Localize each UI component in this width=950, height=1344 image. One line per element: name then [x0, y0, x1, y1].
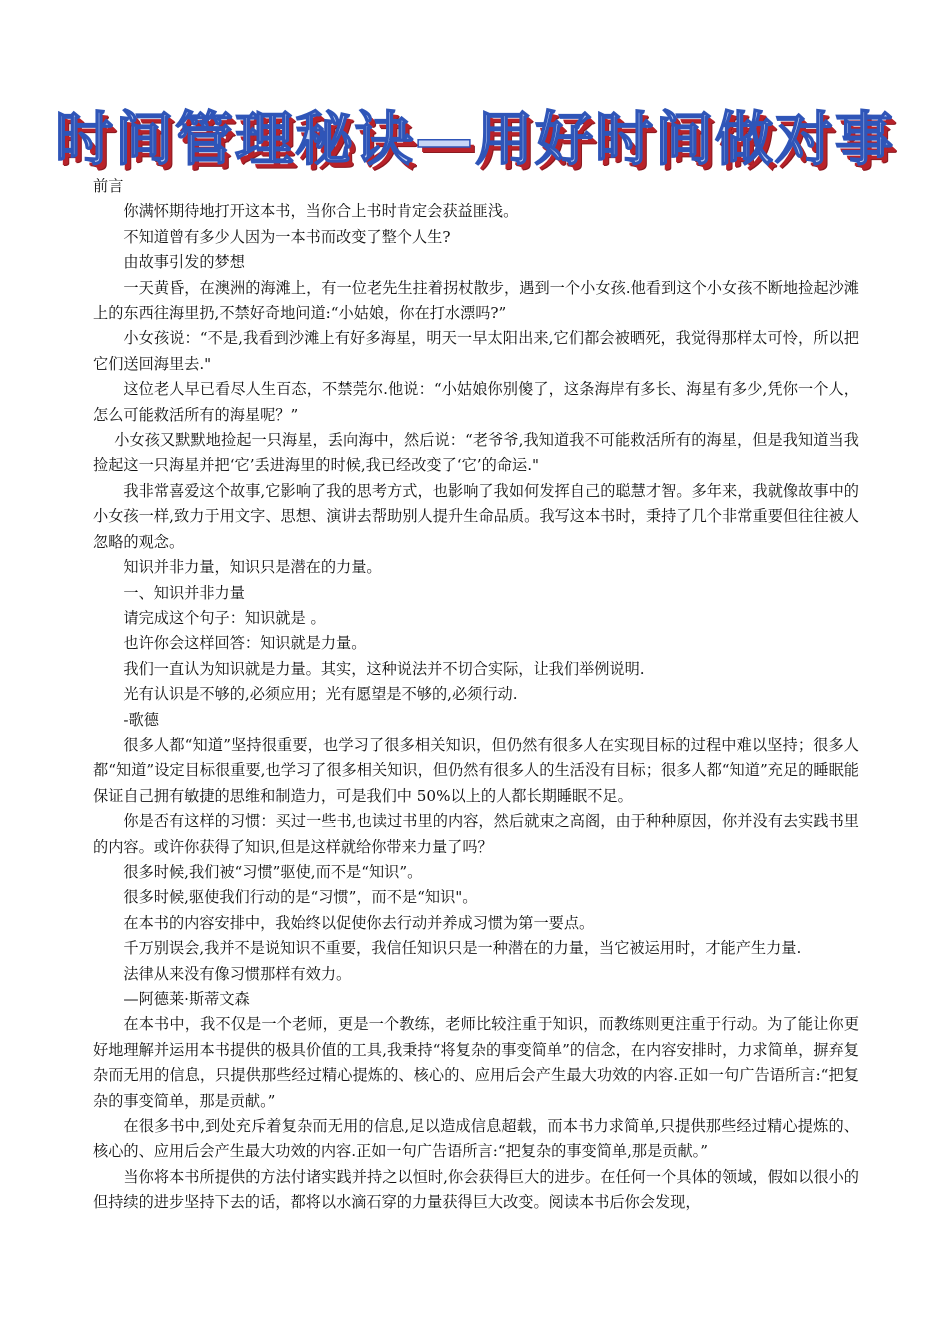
paragraph: 在本书中，我不仅是一个老师，更是一个教练，老师比较注重于知识，而教练则更注重于行动。为了能让你更好地理解并运用本书提供的极具价值的工具,我秉持“将复杂的事变简单”的信念，在内容安排时，力求简单，摒弃复杂而无用的信息，只提供那些经过精心提炼的、核心的、应用后会产生最大功效的内容.正如一句广告语所言:“把复杂的事变简单，那是贡献。” — [93, 1015, 859, 1110]
document-title: 时间管理秘诀—用好时间做对事 — [54, 105, 895, 173]
paragraph: 你是否有这样的习惯：买过一些书,也读过书里的内容，然后就束之高阁，由于种种原因，你并没有去实践书里的内容。或许你获得了知识,但是这样就给你带来力量了吗？ — [93, 812, 859, 856]
paragraph: 一天黄昏，在澳洲的海滩上，有一位老先生拄着拐杖散步，遇到一个小女孩.他看到这个小女孩不断地捡起沙滩上的东西往海里扔,不禁好奇地问道:“小姑娘，你在打水漂吗?” — [93, 278, 859, 323]
quote-attribution: —阿德莱·斯蒂文森 — [123, 990, 250, 1008]
document-body — [93, 174, 859, 1216]
paragraph: 千万别误会,我并不是说知识不重要，我信任知识只是一种潜在的力量，当它被运用时，才能产生力量. — [123, 939, 802, 958]
paragraph: 很多人都“知道”坚持很重要，也学习了很多相关知识，但仍然有很多人在实现目标的过程中难以坚持；很多人都“知道”设定目标很重要,也学习了很多相关知识，但仍然有很多人的生活没有目标；很多人都“知道”充足的睡眠能保证自己拥有敏捷的思维和制造力，可是我们中 50%以上的人都长期睡眠不足。 — [93, 735, 859, 805]
section-heading: 由故事引发的梦想 — [123, 253, 245, 272]
paragraph: 在很多书中,到处充斥着复杂而无用的信息,足以造成信息超载，而本书力求简单,只提供那些经过精心提炼的、核心的、应用后会产生最大功效的内容.正如一句广告语所言:“把复杂的事变简单,那是贡献。” — [93, 1117, 859, 1161]
paragraph: 我非常喜爱这个故事,它影响了我的思考方式，也影响了我如何发挥自己的聪慧才智。多年来，我就像故事中的小女孩一样,致力于用文字、思想、演讲去帮助别人提升生命品质。我写这本书时，秉持了几个非常重要但往往被人忽略的观念。 — [93, 481, 859, 551]
paragraph: 这位老人早已看尽人生百态，不禁莞尔.他说：“小姑娘你别傻了，这条海岸有多长、海星有多少,凭你一个人，怎么可能救活所有的海星呢？” — [93, 380, 859, 424]
paragraph: 当你将本书所提供的方法付诸实践并持之以恒时,你会获得巨大的进步。在任何一个具体的领域，假如以很小的但持续的进步坚持下去的话，都将以水滴石穿的力量获得巨大改变。阅读本书后你会发现， — [93, 1167, 859, 1212]
paragraph: 不知道曾有多少人因为一本书而改变了整个人生? — [123, 227, 451, 246]
quote-attribution: -歌德 — [123, 710, 159, 729]
paragraph: 你满怀期待地打开这本书，当你合上书时肯定会获益匪浅。 — [123, 202, 519, 221]
quote: 光有认识是不够的,必须应用；光有愿望是不够的,必须行动. — [123, 685, 518, 704]
paragraph: 小女孩说：“不是,我看到沙滩上有好多海星，明天一早太阳出来,它们都会被晒死，我觉得那样太可怜，所以把它们送回海里去." — [93, 329, 859, 373]
paragraph: 小女孩又默默地捡起一只海星，丢向海中，然后说：“老爷爷,我知道我不可能救活所有的海星，但是我知道当我捡起这一只海星并把‘它’丢进海里的时候,我已经改变了‘它’的命运." — [93, 431, 859, 475]
paragraph: 请完成这个句子：知识就是 。 — [123, 608, 326, 627]
section-heading: 一、知识并非力量 — [123, 583, 245, 602]
paragraph: 很多时候,我们被“习惯”驱使,而不是“知识”。 — [123, 862, 423, 881]
heading-preface: 前言 — [93, 177, 124, 195]
paragraph: 很多时候,驱使我们行动的是“习惯”，而不是“知识"。 — [123, 888, 478, 907]
paragraph: 也许你会这样回答：知识就是力量。 — [123, 634, 367, 653]
paragraph: 在本书的内容安排中，我始终以促使你去行动并养成习惯为第一要点。 — [123, 913, 595, 932]
quote: 法律从来没有像习惯那样有效力。 — [123, 964, 352, 983]
paragraph: 我们一直认为知识就是力量。其实，这种说法并不切合实际，让我们举例说明. — [123, 659, 645, 678]
paragraph: 知识并非力量，知识只是潜在的力量。 — [123, 558, 382, 577]
